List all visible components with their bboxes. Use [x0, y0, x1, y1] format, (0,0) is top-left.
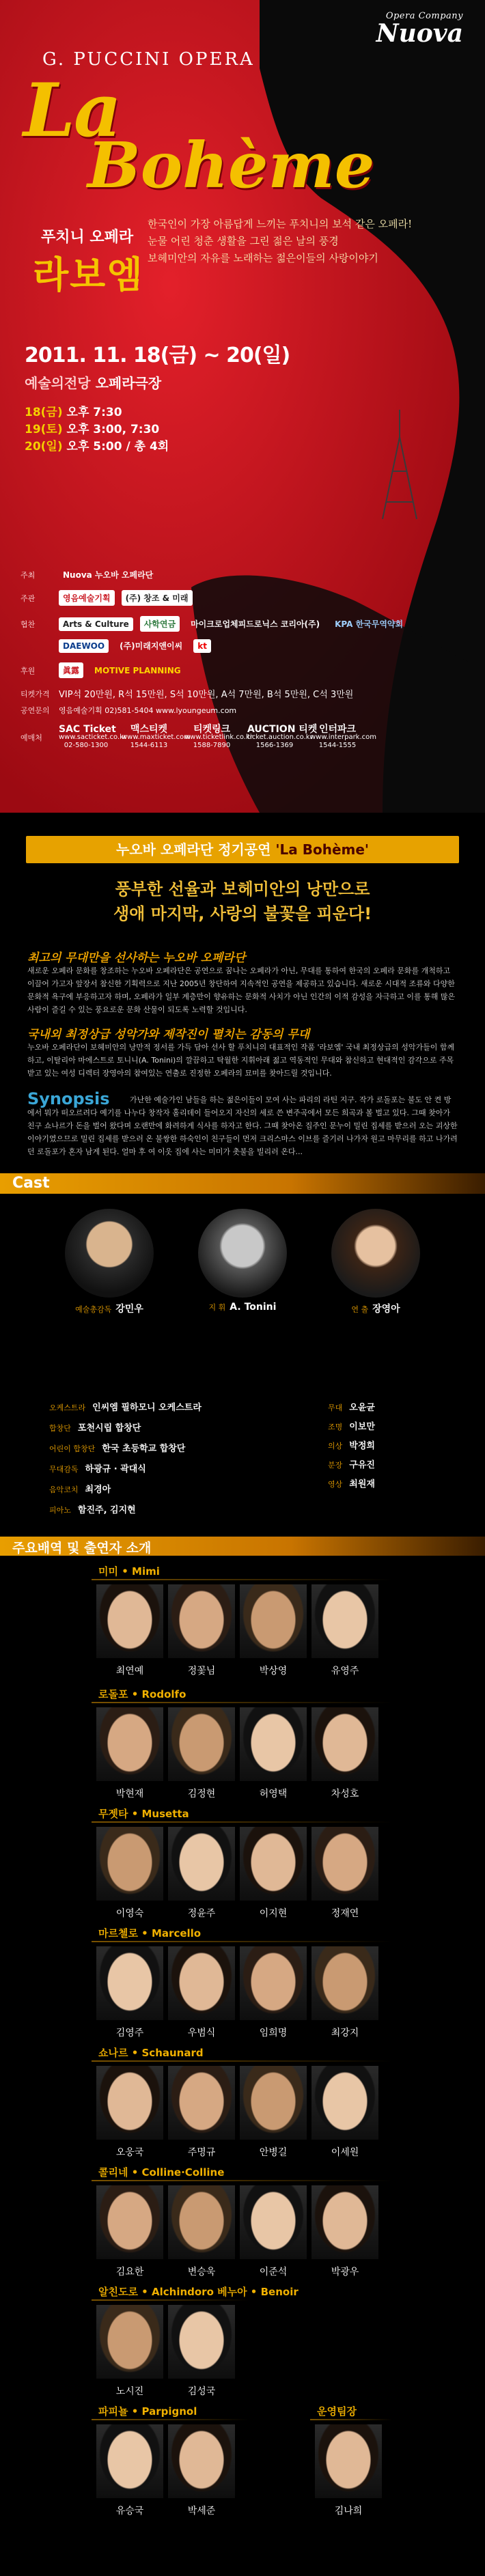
- singer-card: [96, 1827, 164, 1920]
- tagline-line: 한국인이 가장 아름답게 느끼는 푸치니의 보석 같은 오페라!: [148, 218, 413, 230]
- role-divider: [92, 1702, 392, 1703]
- korean-title: 라보엠: [33, 253, 144, 296]
- singer-name: 오웅국: [115, 2147, 144, 2158]
- singer-photo: [240, 1946, 307, 2020]
- credit-row: 의상 박정희: [328, 1441, 375, 1451]
- singer-card: [96, 1946, 164, 2039]
- venue: [25, 372, 161, 392]
- company-logo-name: Nuova: [376, 19, 463, 48]
- credit-row: 합창단 포천시립 합창단: [49, 1423, 141, 1433]
- schedule-row: 20(일) 오후 5:00 / 총 4회: [25, 440, 169, 453]
- role-divider: [92, 1941, 392, 1942]
- singer-name: 차성호: [331, 1789, 359, 1800]
- singer-name: 이지현: [259, 1908, 288, 1919]
- singer-name: 박상영: [259, 1666, 288, 1677]
- singer-name: 박세준: [187, 2506, 216, 2517]
- singer-photo: [168, 1946, 235, 2020]
- singer-name: 안병길: [259, 2147, 288, 2158]
- singer-name: 우범식: [187, 2028, 216, 2039]
- credit-row: 피아노 함진주, 김지현: [49, 1505, 136, 1515]
- credit-row: 오케스트라 인씨엠 필하모니 오케스트라: [49, 1403, 202, 1413]
- performance-date: 2011. 11. 18(금) ~ 20(일): [25, 344, 290, 367]
- booking-site[interactable]: SAC Ticket www.sacticket.co.kr 02-580-1300: [59, 724, 127, 749]
- singer-name: 박광우: [331, 2267, 359, 2278]
- singer-photo: [240, 1707, 307, 1781]
- role-title: 무젯타 • Musetta: [96, 1806, 192, 1821]
- portrait: [198, 1209, 287, 1298]
- role-block: [0, 2045, 485, 2161]
- role-block: [0, 2404, 485, 2520]
- singer-name: 김정현: [187, 1789, 216, 1800]
- sponsor-logo: KPA 한국무역약회: [335, 619, 404, 629]
- role-title: 쇼나르 • Schaunard: [96, 2045, 206, 2060]
- section-heading: 최고의 무대만을 선사하는 누오바 오페라단: [27, 951, 246, 965]
- singer-name: 유승국: [115, 2506, 144, 2517]
- singer-photo: [240, 2185, 307, 2259]
- singer-name: 최강지: [331, 2028, 359, 2039]
- singer-name: 최연예: [115, 1666, 144, 1677]
- singer-photo: [96, 2305, 163, 2379]
- singer-card: [311, 1707, 379, 1800]
- singer-photo: [168, 2185, 235, 2259]
- synopsis-body: 가난한 예술가인 남들을 하는 젊은이들이 모여 사는 파리의 라틴 지구. 작가 로돌포는 불도 안 켠 방에서 뭐가 떠오르려다 예기를 나누다 창작자 홀리데이 들어오지 자신의 세로 쓴 변주곡에서 모든 희곡과 볼 벌고 있다. 그때 찾아가 친구 쇼나르가 돈을 벌어 왔다며 오랜만에 화려하게 식사를 하자고 한다. 그때 찾아온 집주인 문누이 밀린 집세를 받으러 오는 괴상한 이야기였으므로 밀린 집세를 받으러 온 불쌍한 하숙인이 친구들이 먼저 크리스마스 이브를 즐기러 나가자 원고 마무리를 하고 나가려던 로돌포가 혼자 남게 된다. 얼마 후 여 이웃 집에 사는 미미가 촛불을 빌리러 온다...: [27, 1095, 458, 1156]
- credit-sponsor: 협찬 Arts & Culture 사학연금 마이크로업체피드로닉스 코리아(주) KPA 한국무역약회: [20, 616, 407, 632]
- singer-name: 김성국: [187, 2386, 216, 2397]
- ticket-price: 티켓가격 VIP석 20만원, R석 15만원, S석 10만원, A석 7만원, B석 5만원, C석 3만원: [20, 689, 354, 700]
- singer-name: 김요한: [115, 2267, 144, 2278]
- singer-name: 김나희: [334, 2506, 363, 2517]
- company-logo-sub: Opera Company: [385, 11, 463, 21]
- title-la: La: [23, 68, 120, 154]
- role-divider: [92, 2060, 392, 2062]
- singer-photo: [315, 2424, 382, 2498]
- singer-name: 임희명: [259, 2028, 288, 2039]
- singer-photo: [96, 1946, 163, 2020]
- role-title: 로돌포 • Rodolfo: [96, 1687, 189, 1701]
- role-divider: [92, 1579, 392, 1580]
- booking-sites: [59, 724, 377, 750]
- cast-header: Cast: [0, 1173, 485, 1194]
- lead-staff: [0, 1209, 485, 1386]
- role-block: [0, 2165, 485, 2281]
- inquiry: 공연문의 영음예술기획 02)581-5404 www.lyoungeum.com: [20, 706, 237, 715]
- role-title: 콜리네 • Colline·Colline: [96, 2165, 227, 2179]
- booking-site[interactable]: 인터파크 www.interpark.com 1544-1555: [310, 724, 377, 749]
- singer-photo: [168, 2066, 235, 2140]
- singer-photo: [168, 1827, 235, 1901]
- singer-name: 주명규: [187, 2147, 216, 2158]
- portrait: [65, 1209, 154, 1298]
- role-title: 마르첼로 • Marcello: [96, 1926, 204, 1940]
- singer-name: 변승욱: [187, 2267, 216, 2278]
- singer-name: 정꽃님: [187, 1666, 216, 1677]
- singer-card: [96, 1707, 164, 1800]
- sponsor-logo: 사학연금: [140, 616, 180, 632]
- singer-card: [96, 1584, 164, 1677]
- credit-support: 후원 眞露 MOTIVE PLANNING: [20, 662, 185, 678]
- singer-name: 정윤주: [187, 1908, 216, 1919]
- singer-card: [239, 2185, 307, 2278]
- singer-photo: [311, 2185, 378, 2259]
- singer-card: [311, 1946, 379, 2039]
- booking-site[interactable]: 맥스티켓 www.maxticket.com 1544-6113: [122, 724, 191, 749]
- organizer-logo: (주) 창조 & 미래: [122, 590, 193, 606]
- singer-card: [167, 2185, 236, 2278]
- role-title: 알친도로 • Alchindoro 베누아 • Benoir: [96, 2284, 301, 2299]
- credit-row: 영상 최원재: [328, 1479, 375, 1489]
- singer-photo: [311, 1827, 378, 1901]
- role-block: [0, 1564, 485, 1680]
- singer-card: [239, 1946, 307, 2039]
- singer-card: [96, 2305, 164, 2398]
- singer-photo: [240, 1827, 307, 1901]
- lead-card: 지 휘 A. Tonini: [195, 1209, 290, 1313]
- credit-row: 어린이 합창단 한국 초등학교 합창단: [49, 1444, 186, 1454]
- booking-site[interactable]: AUCTION 티켓 ticket.auction.co.kr 1566-1369: [247, 724, 318, 749]
- role-block: [0, 1806, 485, 1922]
- tagline-line: 눈물 어린 청춘 생활을 그린 젊은 날의 풍경: [148, 235, 339, 247]
- company-logo: [376, 11, 463, 46]
- section-body: 누오바 오페라단이 보헤미안의 낭만적 정서를 가득 담아 선사 할 푸치니의 대표적인 작품 '라보엠' 국내 최정상급의 성악가들이 함께하고, 이탈리아 마에스트로 토니니(A. Tonini)의 깔끔하고 탁월한 지휘아래 젊고 역동적인 무대와 참신하고 현대적인 감각으로 주목받고 있는 여성 디렉터 장영아의 참여있는 연출로 진정한 오페라의 묘미를 찾아드릴 것입니다.: [27, 1043, 455, 1078]
- korean-subtitle: 푸치니 오페라: [41, 229, 134, 246]
- singer-photo: [168, 1584, 235, 1658]
- singer-card: [239, 1584, 307, 1677]
- production-credits: [0, 1400, 485, 1537]
- title-boheme: Bohème: [87, 128, 375, 202]
- singer-name: 유영주: [331, 1666, 359, 1677]
- credit-row: 분장 구유진: [328, 1460, 375, 1470]
- role-divider: [310, 2419, 392, 2420]
- singer-name: 허영택: [259, 1789, 288, 1800]
- credit-organizer: 주관 영음예술기획 (주) 창조 & 미래: [20, 590, 193, 606]
- booking: 예매처 SAC Ticket www.sacticket.co.kr 02-580-1300 맥스티켓 www.maxticket.com 1544-6113 티켓링크 www.ticketlink.co.kr 1588-7890 AUCTION 티켓 ticket.auction.co.kr 1566-1369 인터파크 www.interpark.com 1544-1555: [20, 724, 377, 749]
- credit-host: 주최 Nuova 누오바 오페라단: [20, 567, 157, 583]
- singer-name: 김영주: [115, 2028, 144, 2039]
- support-logo: 眞露: [59, 662, 83, 678]
- tagline: [148, 216, 448, 267]
- singer-name: 이준석: [259, 2267, 288, 2278]
- credit-sponsor-2: [59, 638, 211, 654]
- role-title: 운영팀장: [314, 2404, 359, 2418]
- singer-card: [311, 2066, 379, 2159]
- singer-card: [314, 2424, 383, 2517]
- intro-bar: 누오바 오페라단 정기공연 'La Bohème': [26, 836, 459, 863]
- singer-photo: [168, 2305, 235, 2379]
- section-heading: 국내외 최정상급 성악가와 제작진이 펼치는 감동의 무대: [27, 1028, 310, 1041]
- singer-name: 이세원: [331, 2147, 359, 2158]
- role-title: 미미 • Mimi: [96, 1564, 163, 1578]
- singer-photo: [96, 1584, 163, 1658]
- singer-card: [311, 1827, 379, 1920]
- singer-name: 노시진: [115, 2386, 144, 2397]
- booking-site[interactable]: 티켓링크 www.ticketlink.co.kr 1588-7890: [184, 724, 253, 749]
- tagline-line: 보헤미안의 자유를 노래하는 젊은이들의 사랑이야기: [148, 252, 378, 264]
- singer-name: 이영숙: [115, 1908, 144, 1919]
- singer-photo: [96, 1707, 163, 1781]
- singer-card: [96, 2066, 164, 2159]
- singer-photo: [96, 2185, 163, 2259]
- section-body: 새로운 오페라 문화를 창조하는 누오바 오페라단은 공연으로 꿈나는 오페라가 아닌, 무대를 통하여 한국의 오페라 문화를 개척하고 이끌어 가고자 앞장서 참신한 기획력으로 지난 2005년 창단하여 지속적인 공연을 제공하고 있습니다. 새로운 시대적 조류와 다양한 문화적 욕구에 부응하고자 하며, 오페라가 일부 계층만이 향유하는 문화적 사치가 아닌 인간의 이적 감성을 자극하고 이를 통해 많은 사람이 즐길 수 있는 풍요로운 문화 산물이 되도록 노력할 것입니다.: [27, 966, 456, 1014]
- support-logo: MOTIVE PLANNING: [94, 665, 181, 675]
- singer-card: [167, 1946, 236, 2039]
- intro-headline: 풍부한 선율과 보헤미안의 낭만으로 생애 마지막, 사랑의 불꽃을 피운다!: [113, 880, 372, 923]
- singer-card: [167, 2305, 236, 2398]
- credit-row: 음악코치 최경아: [49, 1485, 111, 1495]
- singer-photo: [311, 1707, 378, 1781]
- singer-photo: [311, 1584, 378, 1658]
- singer-photo: [96, 1827, 163, 1901]
- credit-row: 무대 오윤균: [328, 1403, 375, 1413]
- singer-photo: [311, 2066, 378, 2140]
- main-cast-header: 주요배역 및 출연자 소개: [0, 1537, 485, 1556]
- sponsor-logo: (주)미래지앤이씨: [120, 641, 183, 651]
- host-logo: Nuova 누오바 오페라단: [63, 570, 154, 580]
- role-block: [0, 2284, 485, 2400]
- singer-card: [311, 1584, 379, 1677]
- singer-card: [311, 2185, 379, 2278]
- intro-section: [0, 813, 485, 1168]
- singer-photo: [311, 1946, 378, 2020]
- role-block: [0, 1926, 485, 2042]
- singer-card: [167, 1584, 236, 1677]
- venue-hall: 오페라극장: [95, 375, 162, 391]
- portrait: [331, 1209, 420, 1298]
- singer-photo: [96, 2066, 163, 2140]
- schedule: [25, 404, 169, 456]
- sponsor-logo: Arts & Culture: [59, 617, 133, 631]
- singer-card: [167, 2066, 236, 2159]
- singer-card: [96, 2185, 164, 2278]
- singer-card: [239, 2066, 307, 2159]
- singer-photo: [168, 1707, 235, 1781]
- singer-card: [239, 1827, 307, 1920]
- singer-card: [239, 1707, 307, 1800]
- role-block: [0, 1687, 485, 1803]
- role-divider: [92, 2180, 392, 2181]
- singer-photo: [240, 2066, 307, 2140]
- role-divider: [92, 1821, 392, 1823]
- singer-card: [167, 1827, 236, 1920]
- opera-line: G. PUCCINI OPERA: [42, 49, 255, 70]
- lead-card: 예술총감독 강민우: [61, 1209, 157, 1315]
- sponsor-logo: DAEWOO: [59, 639, 109, 653]
- venue-logo: 예술의전당: [25, 375, 91, 391]
- singer-name: 박현재: [115, 1789, 144, 1800]
- synopsis-heading: Synopsis: [27, 1089, 110, 1108]
- credit-row: 조명 이보만: [328, 1422, 375, 1432]
- role-title: 파피뇰 • Parpignol: [96, 2404, 199, 2418]
- credit-row: 무대감독 하광규 · 곽대식: [49, 1464, 146, 1474]
- singer-name: 정재연: [331, 1908, 359, 1919]
- organizer-logo: 영음예술기획: [59, 590, 115, 606]
- lead-card: 연 출 장영아: [328, 1209, 424, 1315]
- singer-card: [167, 1707, 236, 1800]
- poster: [0, 0, 485, 813]
- singer-photo: [240, 1584, 307, 1658]
- schedule-row: 19(토) 오후 3:00, 7:30: [25, 423, 160, 436]
- schedule-row: 18(금) 오후 7:30: [25, 406, 122, 419]
- sponsor-logo: 마이크로업체피드로닉스 코리아(주): [191, 619, 320, 629]
- role-divider: [92, 2299, 249, 2301]
- sponsor-logo: kt: [193, 639, 211, 653]
